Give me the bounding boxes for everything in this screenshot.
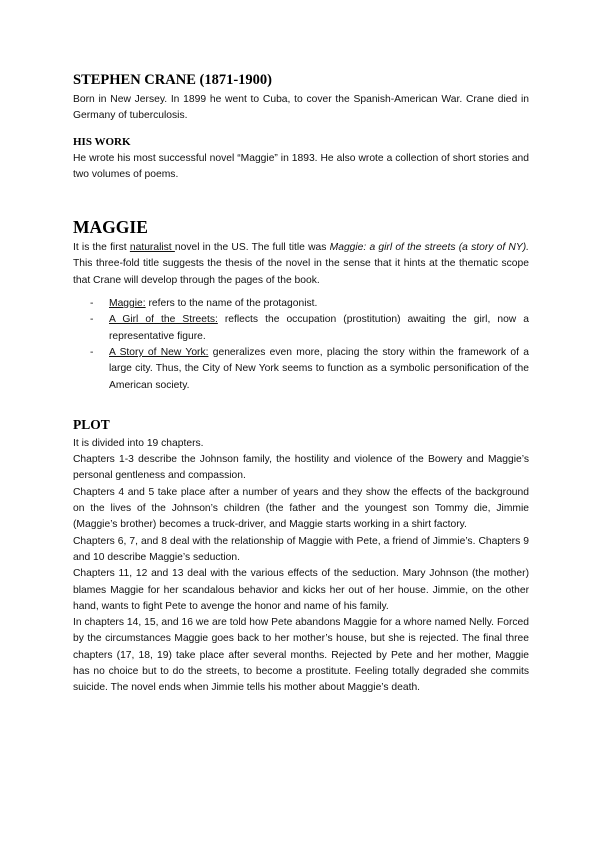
list-item-text: refers to the name of the protagonist. bbox=[145, 298, 318, 310]
bullet-dash: - bbox=[90, 298, 94, 310]
list-item bbox=[73, 312, 529, 345]
plot-paragraph: Chapters 4 and 5 take place after a number of years and they show the effects of the background on the lives of the Johnson’s children (the father and the youngest son Tommy die, Jimmie (Maggie’s brother) becomes a truck-driver, and Maggie starts working in a shirt factory. bbox=[73, 486, 529, 531]
list-item-term: Maggie: bbox=[109, 298, 146, 310]
plot-paragraph: Chapters 11, 12 and 13 deal with the various effects of the seduction. Mary Johnson (the mother) blames Maggie for her scandalous behavior and kicks her out of her house. Jimmie, on the other hand, wants to fight Pete to avenge the honor and name of his family. bbox=[73, 568, 529, 612]
work-text: He wrote his most successful novel “Maggie” in 1893. He also wrote a collection of short stories and two volumes of poems. bbox=[73, 152, 529, 180]
title-parts-list bbox=[73, 296, 529, 394]
maggie-intro bbox=[73, 240, 529, 289]
full-title: Maggie: a girl of the streets (a story of NY). bbox=[329, 242, 529, 254]
list-item-text: generalizes even more, placing the story within the framework of a large city. Thus, the City of New York seems to function as a symbolic personification of the American society. bbox=[109, 346, 529, 391]
author-bio: Born in New Jersey. In 1899 he went to Cuba, to cover the Spanish-American War. Crane died in Germany of tuberculosis. bbox=[73, 94, 529, 122]
list-item-text: reflects the occupation (prostitution) awaiting the girl, now a representative figure. bbox=[109, 314, 529, 342]
list-item-term: A Story of New York: bbox=[109, 346, 209, 358]
list-item-term: A Girl of the Streets: bbox=[109, 314, 218, 326]
intro-text-2: novel in the US. The full title was bbox=[174, 242, 330, 254]
maggie-heading: MAGGIE bbox=[73, 217, 148, 238]
intro-text-1: It is the first bbox=[73, 242, 130, 254]
bullet-dash: - bbox=[90, 346, 94, 358]
work-heading: HIS WORK bbox=[73, 135, 131, 148]
list-item bbox=[73, 345, 529, 394]
intro-text-3: This three-fold title suggests the thesis of the novel in the sense that it hints at the thematic scope that Crane will develop through the pages of the book. bbox=[73, 258, 529, 286]
bullet-dash: - bbox=[90, 314, 94, 326]
plot-heading: PLOT bbox=[73, 416, 110, 432]
plot-paragraph: In chapters 14, 15, and 16 we are told how Pete abandons Maggie for a whore named Nelly. Forced by the circumstances Maggie goes back to her mother’s house, but she is rejected. The final three chapters (17, 18, 19) take place after several months. Rejected by Pete and her mother, Maggie has no choice but to do the streets, to become a prostitute. Feeling totally degraded she commits suicide. The novel ends when Jimmie tells his mother about Maggie’s death. bbox=[73, 617, 529, 694]
plot-paragraph: Chapters 1-3 describe the Johnson family, the hostility and violence of the Bowery and Maggie’s personal gentleness and compassion. bbox=[73, 454, 529, 482]
plot-paragraph: Chapters 6, 7, and 8 deal with the relationship of Maggie with Pete, a friend of Jimmie’s. Chapters 9 and 10 describe Maggie’s seduction. bbox=[73, 535, 529, 563]
list-item bbox=[73, 296, 529, 312]
author-heading: STEPHEN CRANE (1871-1900) bbox=[73, 72, 272, 88]
document-page bbox=[73, 70, 529, 697]
naturalist-term: naturalist bbox=[129, 242, 175, 254]
plot-paragraph: It is divided into 19 chapters. bbox=[73, 437, 204, 449]
